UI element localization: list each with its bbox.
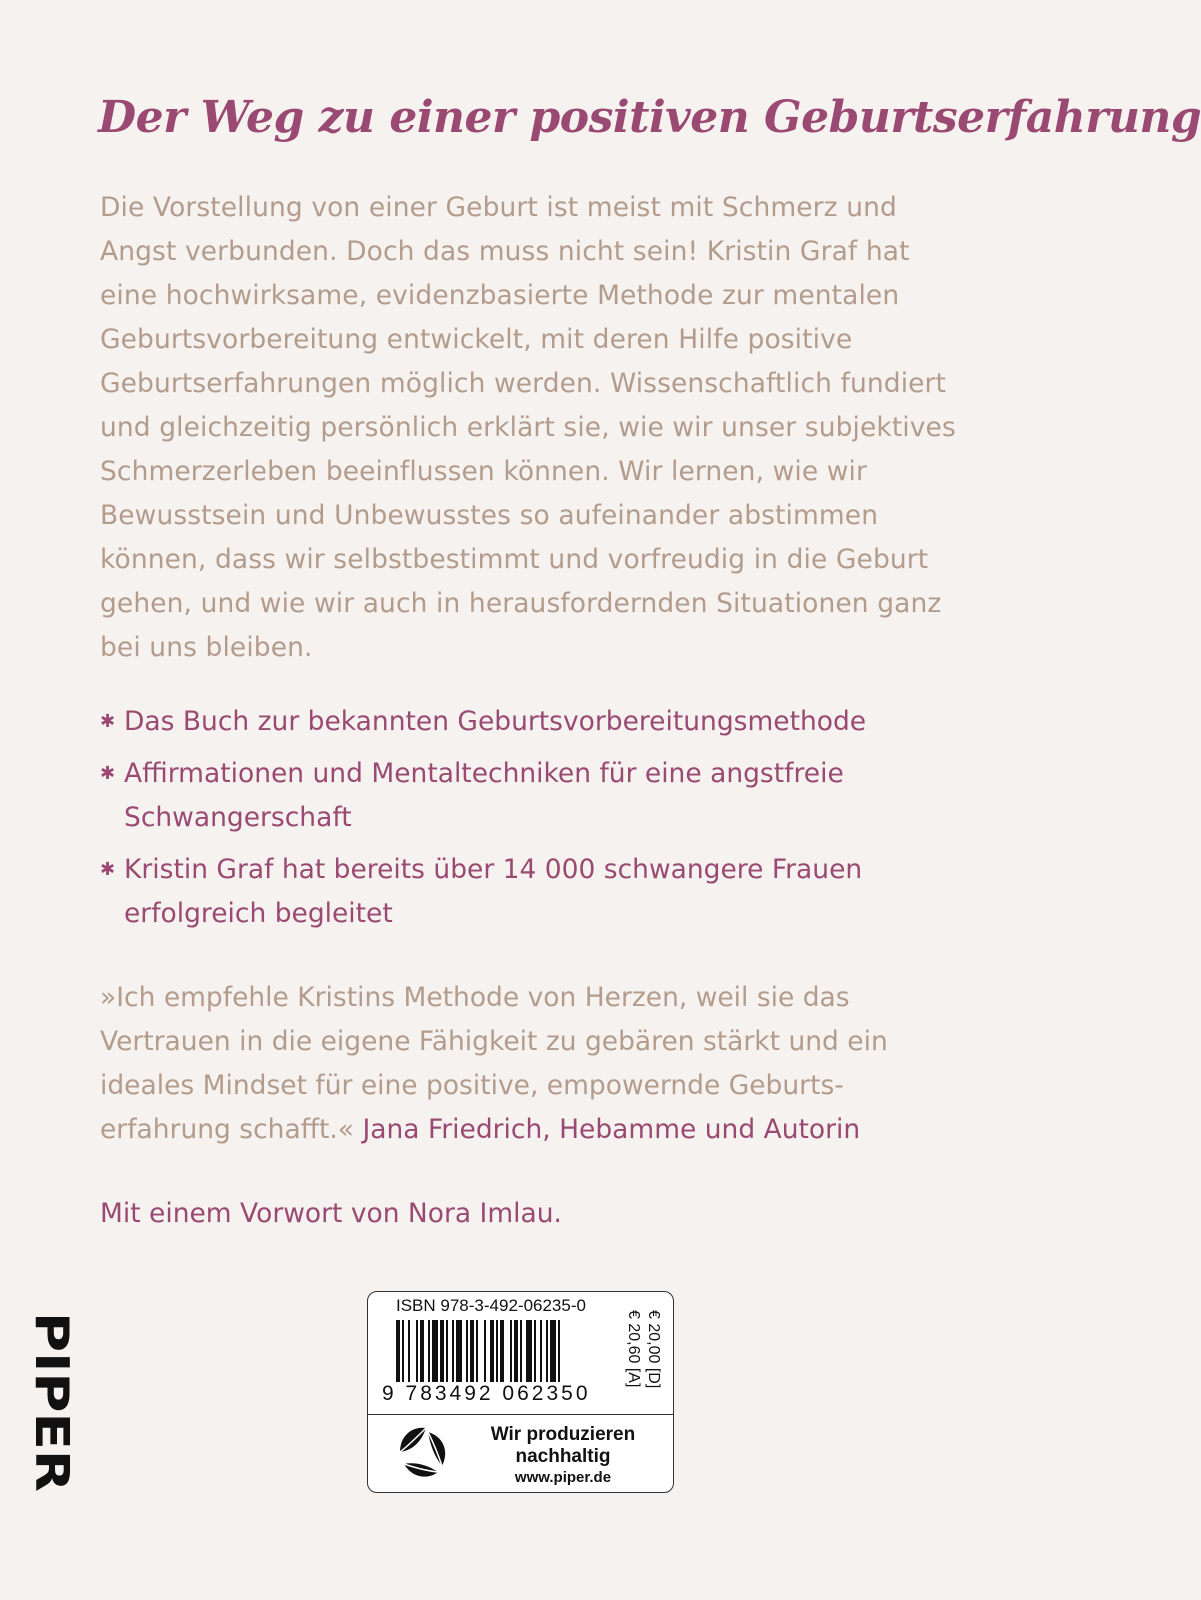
intro-paragraph: Die Vorstellung von einer Geburt ist meist mit Schmerz und Angst verbunden. Doch das muss nicht sein! Kristin Graf hat eine hochwirksame, evidenzbasierte Methode zur mentalen Geburtsvorbereitung entwickelt, mit deren Hilfe positive Geburtserfahrungen möglich werden. Wissenschaftlich fundiert und gleichzeitig persönlich erklärt sie, wie wir unser subjektives Schmerzerleben beeinflussen können. Wir lernen, wie wir Bewusstsein und Unbewusstes so aufeinander abstimmen können, dass wir selbstbestimmt und vorfreudig in die Geburt gehen, und wie wir auch in herausfordernden Situationen ganz bei uns bleiben. — [100, 192, 956, 663]
feature-item — [100, 700, 970, 744]
feature-text: Affirmationen und Mentaltechniken für eine angstfreie Schwangerschaft — [124, 758, 844, 833]
isbn-number: ISBN 978-3-492-06235-0 — [396, 1296, 586, 1315]
feature-item — [100, 848, 970, 936]
testimonial — [100, 976, 970, 1152]
publisher-logo — [25, 1312, 79, 1492]
asterisk-icon: ✱ — [100, 711, 116, 732]
barcode-digits: 9 783492 062350 — [382, 1382, 591, 1405]
eco-claim: Wir produzieren — [490, 1424, 636, 1445]
feature-list — [100, 700, 970, 944]
price-austria: € 20,60 [A] — [625, 1310, 642, 1388]
leaf-icon — [392, 1422, 458, 1484]
foreword-note: Mit einem Vorwort von Nora Imlau. — [100, 1198, 562, 1229]
price-column — [618, 1310, 672, 1410]
headline: Der Weg zu einer positiven Geburtserfahrung — [98, 92, 1201, 143]
divider — [368, 1414, 673, 1415]
testimonial-text: »Ich empfehle Kristins Methode von Herzen, weil sie das Vertrauen in die eigene Fähigkeit zu gebären stärkt und ein ideales Mindset für eine positive, empowernde Geburts-erfahrung schafft.« — [100, 982, 888, 1145]
asterisk-icon: ✱ — [100, 763, 116, 784]
barcode-label — [367, 1291, 674, 1493]
barcode — [396, 1320, 592, 1382]
testimonial-attribution: Jana Friedrich, Hebamme und Autorin — [362, 1114, 861, 1145]
publisher-name: PIPER — [25, 1312, 79, 1464]
feature-text: Kristin Graf hat bereits über 14 000 schwangere Frauen erfolgreich begleitet — [124, 854, 863, 929]
feature-text: Das Buch zur bekannten Geburtsvorbereitungsmethode — [124, 706, 867, 737]
feature-item — [100, 752, 970, 840]
publisher-url: www.piper.de — [514, 1469, 612, 1486]
eco-claim: nachhaltig — [515, 1446, 611, 1467]
price-germany: € 20,00 [D] — [645, 1310, 662, 1389]
asterisk-icon: ✱ — [100, 859, 116, 880]
